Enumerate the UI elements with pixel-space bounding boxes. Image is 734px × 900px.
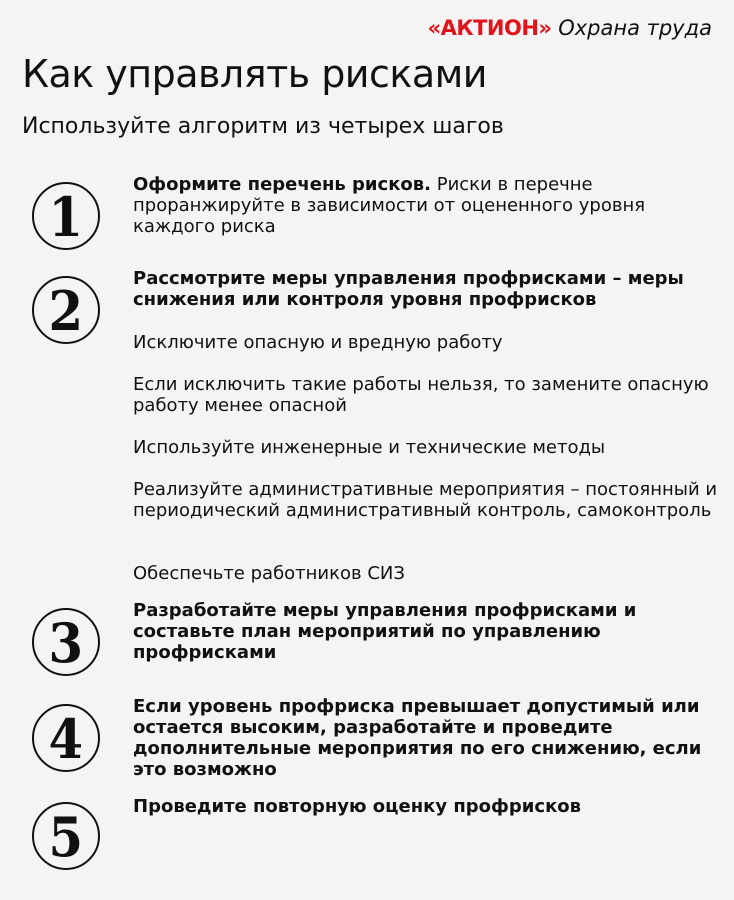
- step-number: 5: [48, 805, 84, 869]
- step-text: [133, 600, 718, 663]
- step-number-badge: [32, 704, 100, 772]
- page-title: Как управлять рисками: [22, 52, 488, 96]
- step-heading: Проведите повторную оценку профрисков: [133, 796, 582, 817]
- step-number: 2: [48, 279, 84, 343]
- step-sub-item: Исключите опасную и вредную работу: [133, 332, 503, 353]
- step-description: Риски в перечне проранжируйте в зависимости от оцененного уровня каждого риска: [133, 174, 646, 237]
- step-heading: Разработайте меры управления профрисками и составьте план мероприятий по управлению профрисками: [133, 600, 637, 663]
- step-number: 4: [48, 707, 84, 771]
- step-heading: Рассмотрите меры управления профрисками – меры снижения или контроля уровня профрисков: [133, 268, 684, 310]
- step-text: [133, 268, 718, 310]
- step-number-badge: [32, 802, 100, 870]
- step-number: 3: [48, 611, 84, 675]
- brand-logo-mark: «АКТИОН»: [427, 16, 552, 40]
- step-heading: Если уровень профриска превышает допустимый или остается высоким, разработайте и проведите дополнительные мероприятия по его снижению, если это возможно: [133, 696, 702, 780]
- brand-logo: [428, 16, 712, 40]
- step-number-badge: [32, 608, 100, 676]
- step-number-badge: [32, 182, 100, 250]
- step-number: 1: [48, 185, 84, 249]
- step-sub-item: Если исключить такие работы нельзя, то замените опасную работу менее опасной: [133, 374, 709, 416]
- step-sub-item: Используйте инженерные и технические методы: [133, 437, 606, 458]
- step-text: [133, 796, 718, 817]
- brand-product-name: Охрана труда: [558, 16, 712, 40]
- page-subtitle: Используйте алгоритм из четырех шагов: [22, 114, 504, 139]
- step-text: [133, 174, 718, 237]
- step-sub-item: Обеспечьте работников СИЗ: [133, 563, 405, 584]
- step-number-badge: [32, 276, 100, 344]
- step-sub-item: Реализуйте административные мероприятия – постоянный и периодический административный контроль, самоконтроль: [133, 479, 718, 521]
- step-heading: Оформите перечень рисков.: [133, 174, 432, 195]
- step-text: [133, 696, 718, 780]
